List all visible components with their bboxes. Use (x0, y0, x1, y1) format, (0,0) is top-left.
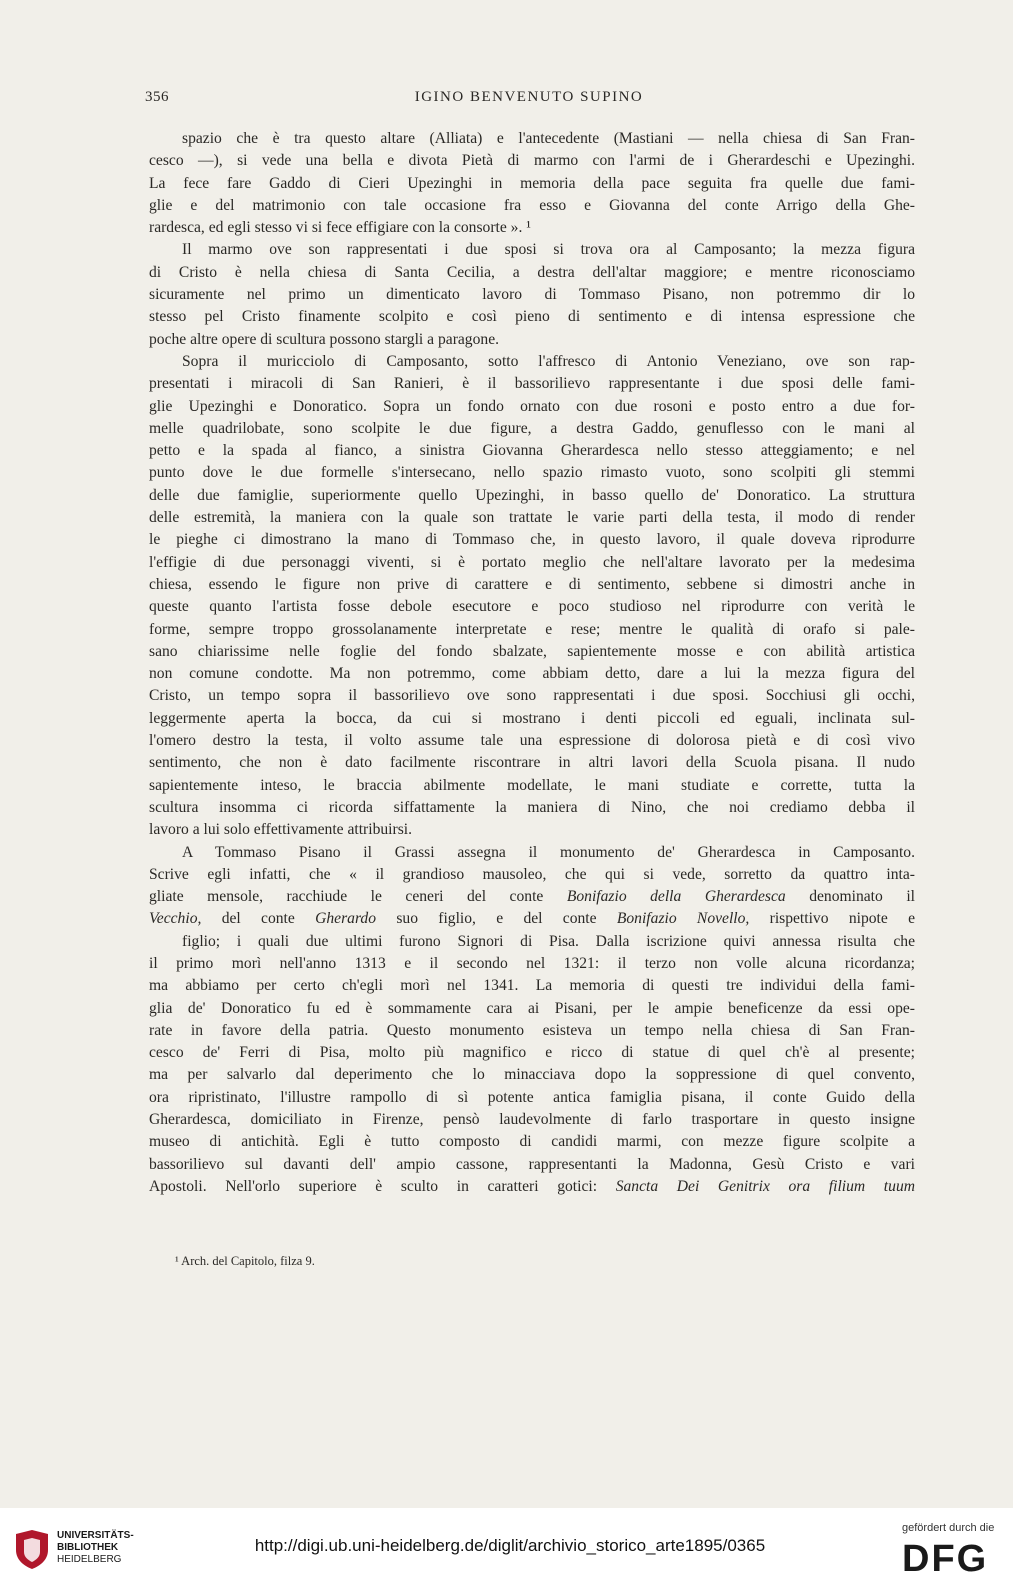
text-line: petto e la spada al fianco, a sinistra Giovanna Gherardesca nello stesso atteggiamento; e nel (149, 442, 915, 460)
paragraphs-container (149, 128, 915, 842)
text-line: Cristo, un tempo sopra il bassorilievo ove sono rappresentati i due sposi. Socchiusi gli occhi, (149, 687, 915, 705)
italic-name: Vecchio, (149, 910, 202, 928)
running-head: IGINO BENVENUTO SUPINO (414, 89, 644, 105)
text-line: Apostoli. Nell'orlo superiore è sculto in caratteri gotici: Sancta Dei Genitrix ora filium tuum (149, 1177, 915, 1195)
text-line: Sopra il muricciolo di Camposanto, sotto l'affresco di Antonio Veneziano, ove son rap- (182, 352, 915, 370)
text-line: figlio; i quali due ultimi furono Signori di Pisa. Dalla iscrizione quivi annessa risulta che (182, 932, 915, 950)
text-line: presentati i miracoli di San Ranieri, è il bassorilievo rappresentante i due sposi delle fami- (149, 375, 915, 393)
paragraph-4-rest (149, 931, 915, 1176)
text-line: punto dove le due formelle s'intersecano, nello spazio rimasto vuoto, sono scolpiti gli stemmi (149, 464, 915, 482)
text-line: di Cristo è nella chiesa di Santa Cecilia, a destra dell'altar maggiore; e mentre riconosciamo (149, 263, 915, 281)
text-line: sano chiarissime nelle foglie del fondo sbalzate, sapientemente mosse e con abilità artistica (149, 642, 915, 660)
text-line: scultura insomma ci ricorda siffattamente la maniera di Nino, che noi crediamo debba il (149, 798, 915, 816)
paragraph (149, 239, 915, 350)
text-line: l'effigie di due personaggi viventi, si è portato meglio che nell'altare lavorato per la medesima (149, 553, 915, 571)
text-line: cesco —), si vede una bella e divota Pietà di marmo con l'armi de i Gherardeschi e Upezinghi. (149, 152, 915, 170)
paragraph-4 (149, 842, 915, 1199)
text-line: Scrive egli infatti, che « il grandioso mausoleo, che qui si vede, sorretto da quattro inta- (149, 865, 915, 883)
text-line: poche altre opere di scultura possono stargli a paragone. (149, 330, 500, 348)
dfg-logo: DFG (902, 1538, 989, 1580)
italic-name: Bonifazio della Gherardesca (566, 888, 786, 906)
text-line: melle quadrilobate, sono scolpite le due figure, a destra Gaddo, genuflesso con le mani al (149, 419, 915, 437)
text-line: delle estremità, la maniera con la quale son trattate le varie parti della testa, il modo di render (149, 509, 915, 527)
text-line: glie e del matrimonio con tale occasione fra esso e Giovanna del conte Arrigo della Ghe- (149, 196, 915, 214)
text-line: forme, sempre troppo grossolanamente interpretate e rese; mentre le qualità di orafo si pale- (149, 620, 915, 638)
paragraph (149, 351, 915, 842)
text-line: sentimento, che non è dato facilmente riscontrare in altri lavori della Scuola pisana. Il nudo (149, 754, 915, 772)
text-line: leggermente aperta la bocca, da cui si mostrano i denti piccoli ed eguali, inclinata sul- (149, 709, 915, 727)
text-line: glia de' Donoratico fu ed è sommamente cara ai Pisani, per le ampie beneficenze da essi ope- (149, 999, 915, 1017)
text-line: sapientemente inteso, le braccia abilmente modellate, le mani studiate e corrette, tutta la (149, 776, 915, 794)
text-line: rardesca, ed egli stesso vi si fece effigiare con la consorte ». ¹ (149, 219, 531, 237)
text-line: l'omero destro la testa, il volto assume tale una espressione di dolorosa pietà e di così vivo (149, 732, 915, 750)
text-line: La fece fare Gaddo di Cieri Upezinghi in memoria della pace seguita fra quelle due fami- (149, 174, 915, 192)
text-line: il primo morì nell'anno 1313 e il secondo nel 1321: il terzo non volle alcuna ricordanza; (149, 954, 915, 972)
text-line: lavoro a lui solo effettivamente attribuirsi. (149, 821, 412, 839)
italic-quote: Sancta Dei Genitrix ora filium tuum (615, 1177, 915, 1195)
text-line: delle due famiglie, superiormente quello Upezinghi, in basso quello de' Donoratico. La struttura (149, 486, 915, 504)
university-library-logo-icon (12, 1528, 52, 1570)
text-line: ora ripristinato, l'illustre rampollo di sì potente antica famiglia pisana, il conte Guido della (149, 1088, 915, 1106)
text-line: cesco de' Ferri di Pisa, molto più magnifico e ricco di statue di quel ch'è al presente; (149, 1044, 915, 1062)
page-header (145, 89, 913, 113)
text-line: ma per salvarlo dal deperimento che lo minacciava dopo la soppressione di quel convento, (149, 1066, 915, 1084)
dfg-caption: gefördert durch die (902, 1522, 995, 1534)
text-line: chiesa, essendo le figure non prive di carattere e di sentimento, sebbene si dimostri anche in (149, 575, 915, 593)
text-line: queste quanto l'artista fosse debole esecutore e poco studioso nel riprodurre con verità le (149, 598, 915, 616)
university-library-name: UNIVERSITÄTS- BIBLIOTHEK HEIDELBERG (57, 1530, 134, 1565)
footer-bar (0, 1508, 1013, 1591)
text-line: sicuramente nel primo un dimenticato lavoro di Tommaso Pisano, non potremmo dir lo (149, 286, 915, 304)
text-line: A Tommaso Pisano il Grassi assegna il monumento de' Gherardesca in Camposanto. (182, 843, 915, 861)
paragraph (149, 128, 915, 239)
source-url-link[interactable]: http://digi.ub.uni-heidelberg.de/diglit/archivio_storico_arte1895/0365 (254, 1536, 766, 1555)
text-line: le pieghe ci dimostrano la mano di Tommaso che, in questo lavoro, il quale doveva riprodurre (149, 531, 915, 549)
text-line: Il marmo ove son rappresentati i due sposi si trova ora al Camposanto; la mezza figura (182, 241, 915, 259)
text-line: spazio che è tra questo altare (Alliata) e l'antecedente (Mastiani — nella chiesa di San Fran- (182, 130, 915, 147)
page-number: 356 (145, 89, 169, 105)
text-line: Gherardesca, domiciliato in Firenze, pensò laudevolmente di farlo trasportare in questo insigne (149, 1111, 915, 1129)
text-line: non comune condotte. Ma non potremmo, come abbiam detto, dare a lui la mezza figura del (149, 665, 915, 683)
body-text (149, 128, 915, 1198)
text-line: stesso pel Cristo finamente scolpito e così pieno di sentimento e di intensa espressione che (149, 308, 915, 326)
footnote: ¹ Arch. del Capitolo, filza 9. (175, 1254, 315, 1268)
text-line: Vecchio, del conte Gherardo suo figlio, e del conte Bonifazio Novello, rispettivo nipote e (149, 910, 915, 928)
italic-name: Gherardo (315, 910, 377, 928)
text-line: gliate mensole, racchiude le ceneri del conte Bonifazio della Gherardesca denominato il (149, 888, 915, 906)
text-line: museo di antichità. Egli è tutto composto di candidi marmi, con mezze figure scolpite a (149, 1133, 915, 1151)
text-line: glie Upezinghi e Donoratico. Sopra un fondo ornato con due rosoni e posto entro a due for- (149, 397, 915, 415)
text-line: ma abbiamo per certo ch'egli morì nel 1341. La memoria di questi tre individui della fami- (149, 977, 915, 995)
text-line: bassorilievo sul davanti dell' ampio cassone, rappresentanti la Madonna, Gesù Cristo e vari (149, 1155, 915, 1173)
text-line: rate in favore della patria. Questo monumento esisteva un tempo nella chiesa di San Fran- (149, 1021, 915, 1039)
italic-name: Bonifazio Novello, (616, 910, 750, 928)
